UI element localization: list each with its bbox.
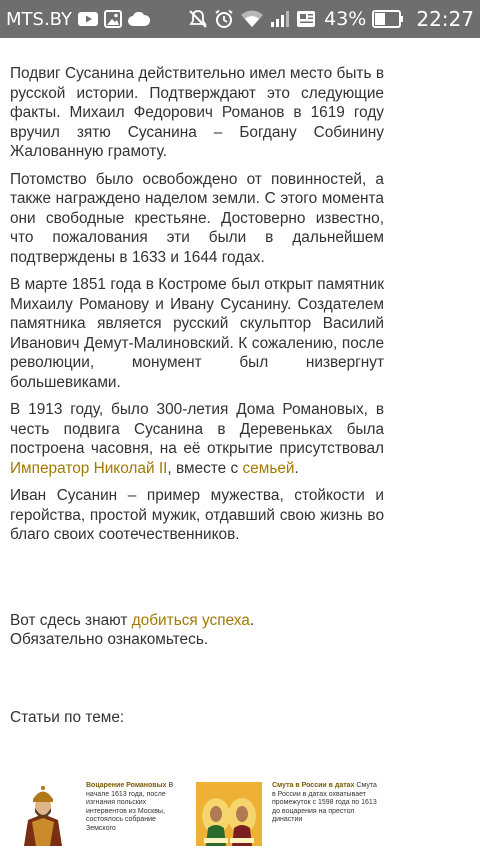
related-article-2-text [272,782,382,825]
related-articles [10,782,390,854]
success-link[interactable]: добиться успеха [131,611,250,629]
tsar-portrait-thumbnail [10,782,76,846]
article-paragraph-1: Подвиг Сусанина действительно имел место быть в русской истории. Подтверждают это следующие факты. Михаил Федорович Романов в 1619 году вручил зятю Сусанина – Богдану Собинину Жалованную грамоту. [10,65,384,160]
promo-line-2: Обязательно ознакомьтесь. [10,631,209,648]
promo-block [10,611,384,650]
alarm-icon [214,9,234,29]
related-article-1-snippet: В начале 1613 года, после изгнания польских интервентов из Москвы, состоялось собрание Земского [86,782,174,832]
promo-text: Вот сдесь знают [10,611,132,629]
carrier-name: MTS.BY [6,8,73,30]
gallery-icon [104,10,122,28]
article-content [10,64,384,727]
paragraph-4-middle: , вместе с [167,459,243,477]
promo-period: . [249,611,255,629]
related-article-2-heading[interactable]: Смута в России в датах [272,782,355,789]
promo-line-1 [10,611,384,631]
youtube-icon [78,12,98,26]
news-icon [296,10,316,28]
status-bar [0,0,480,38]
battery-icon [372,10,404,28]
clock: 22:27 [416,7,474,31]
emperor-nicholas-link[interactable]: Император Николай II [10,459,168,477]
article-paragraph-4 [10,400,384,478]
mute-icon [188,9,208,29]
paragraph-4-end: . [294,459,299,477]
paragraph-4-text: В 1913 году, было 300-летия Дома Романовых, в честь подвига Сусанина в Деревеньках была построена часовня, на её открытие присутствовал [10,401,384,457]
related-article-2-snippet: Смута в России в датах охватывает промежуток с 1598 года по 1613 до воцарения на престол династии [272,782,377,824]
related-article-1-heading[interactable]: Воцарение Романовых [86,782,167,789]
article-paragraph-5: Иван Сусанин – пример мужества, стойкости и геройства, простой мужик, отдавший свою жизнь во благо своих соотечественников. [10,487,384,543]
signal-icon [270,10,290,28]
family-link[interactable]: семьей [242,459,295,477]
cloud-icon [128,12,150,26]
battery-percent: 43% [324,8,367,30]
wifi-icon [240,10,264,28]
related-articles-title: Статьи по теме: [10,708,125,726]
icons-thumbnail [196,782,262,846]
article-paragraph-2: Потомство было освобождено от повинностей, а также награждено наделом земли. С этого момента они свободные крестьяне. Достоверно известно, что пожалования эти были в дальнейшем подтверждены в 1633 и 1644 годах. [10,170,384,266]
article-paragraph-3: В марте 1851 года в Костроме был открыт памятник Михаилу Романову и Ивану Сусанину. Создателем памятника является русский скульптор Василий Иванович Демут-Малиновский. К сожалению, после революции, монумент был низвергнут большевиками. [10,276,384,391]
related-article-1-text [86,782,186,834]
